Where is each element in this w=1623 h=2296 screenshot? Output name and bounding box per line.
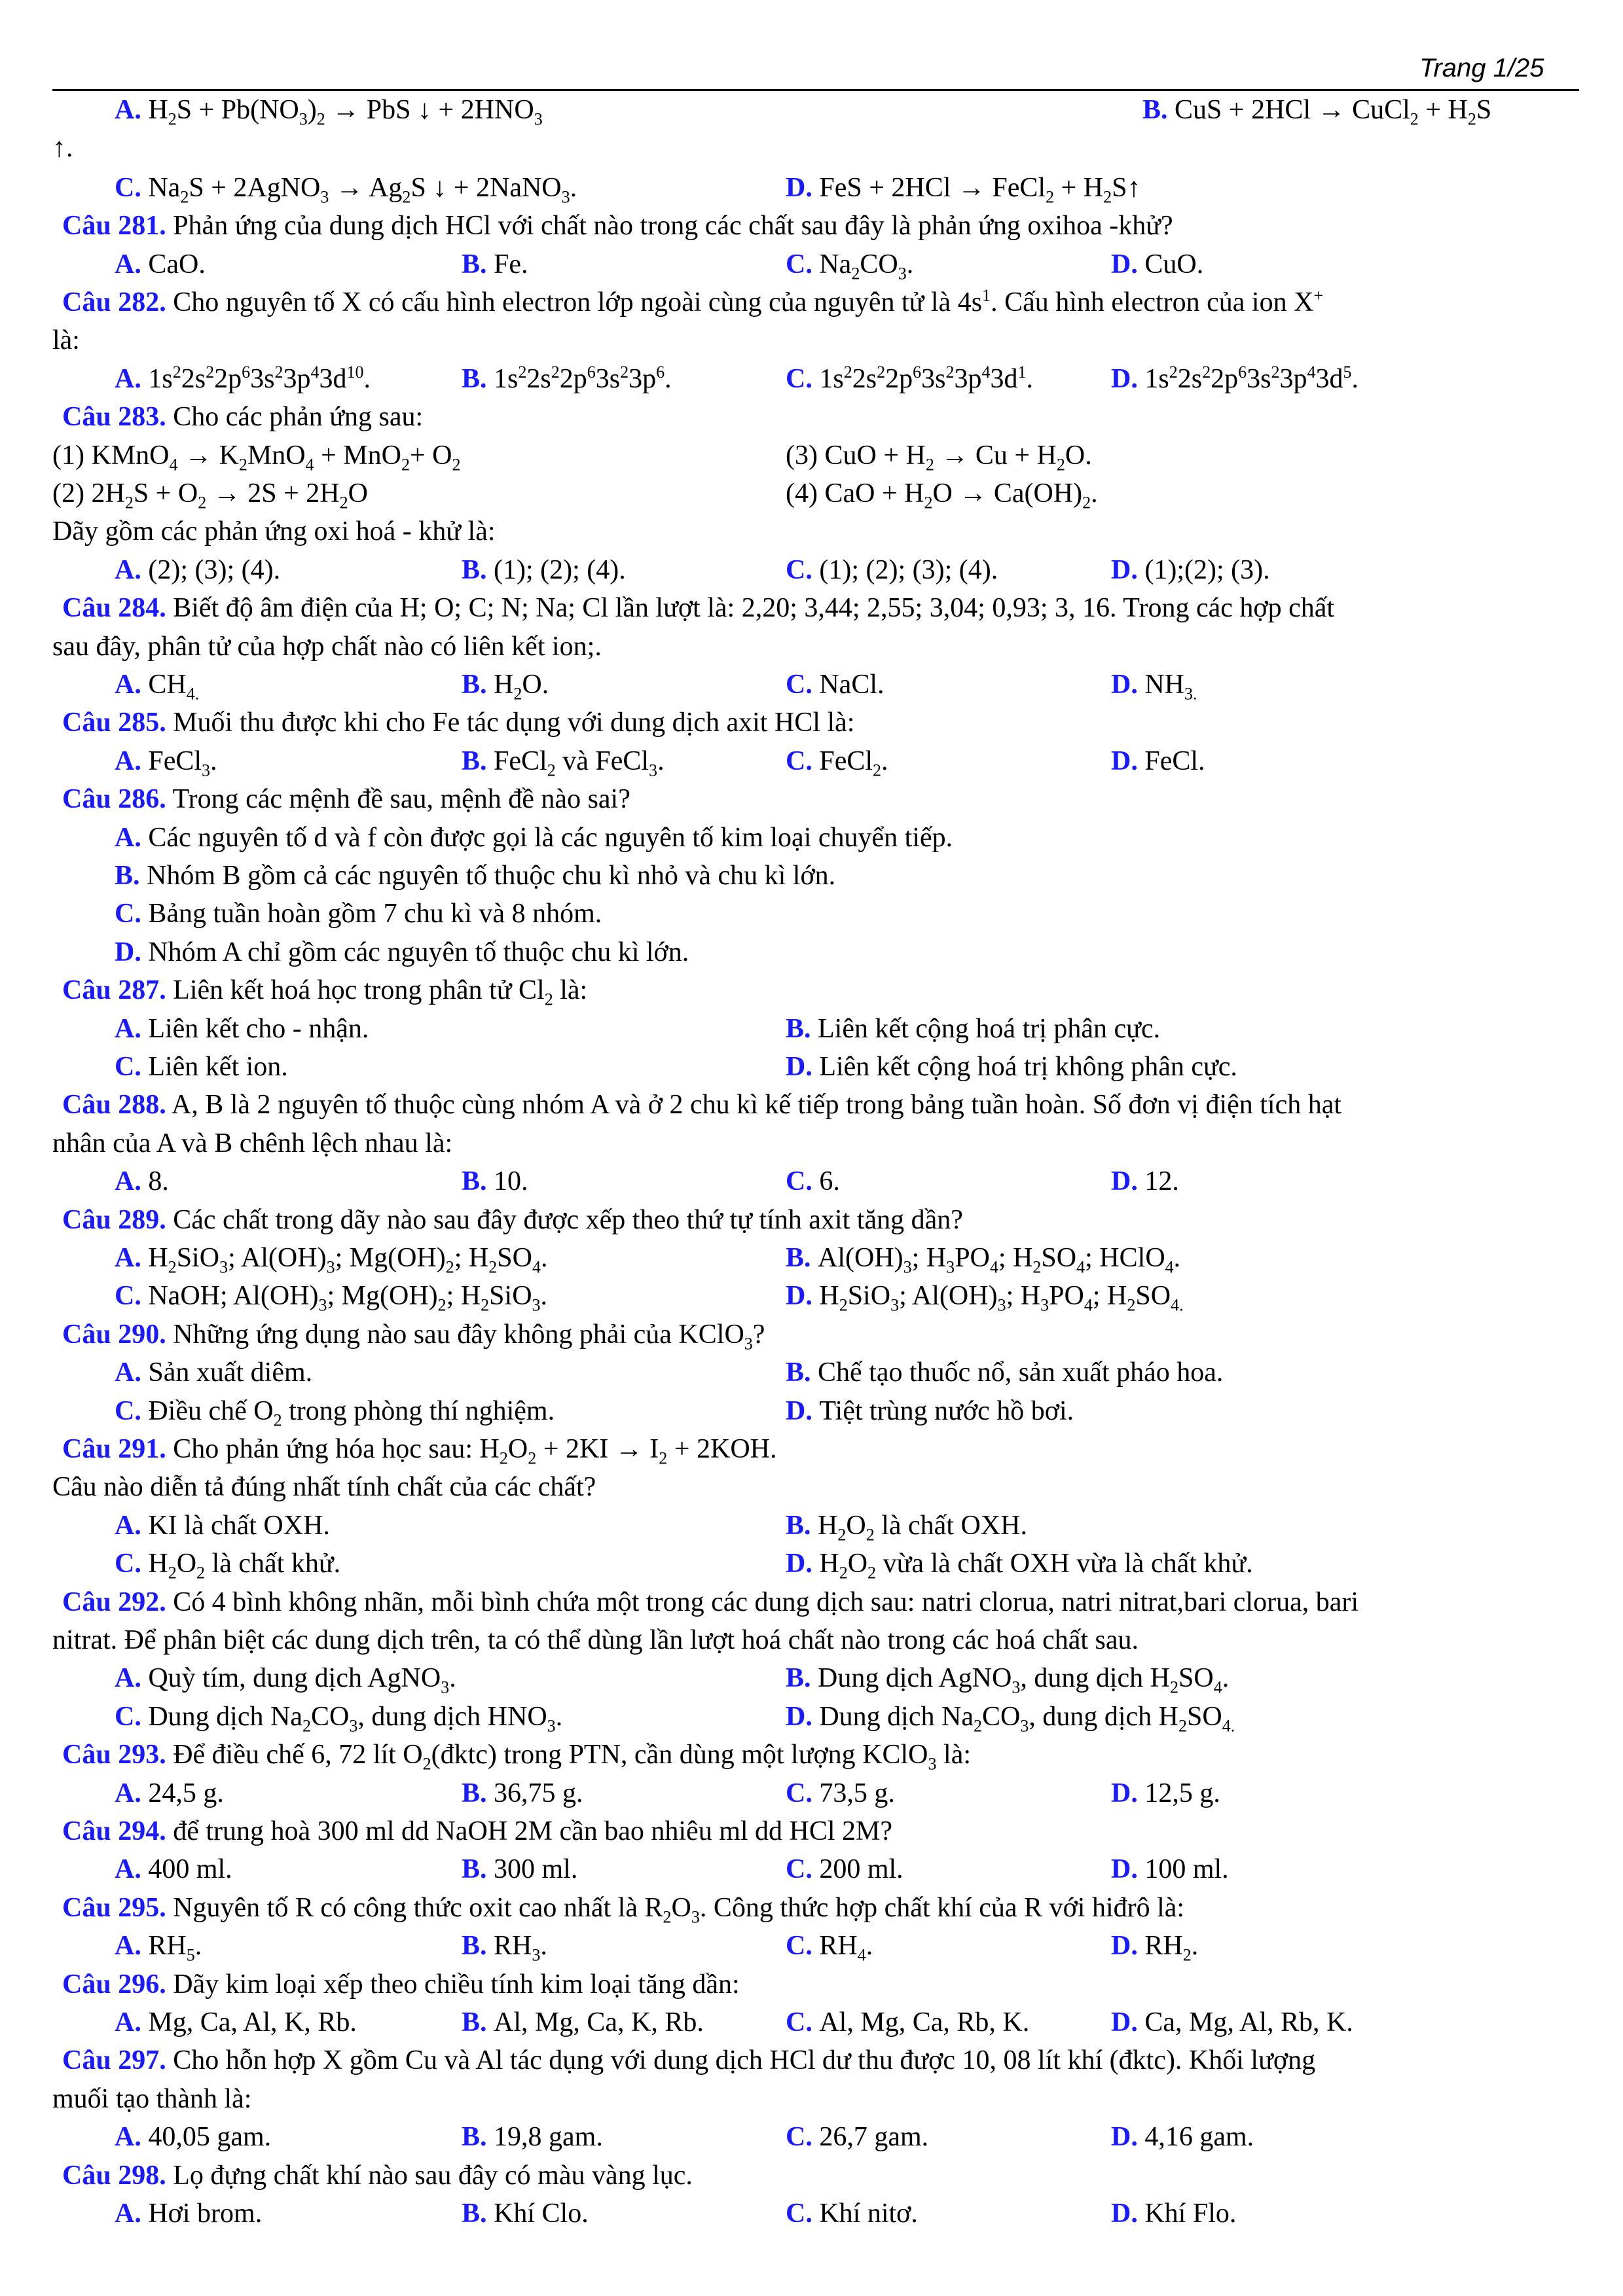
option-a: A. 8. [115, 1166, 169, 1196]
option-a: A. (2); (3); (4). [115, 555, 281, 585]
option-d: D. Dung dịch $Na_2CO_3$, dung dịch $H_2SO_{4.}$ [786, 1702, 1235, 1736]
question-292: Câu 292. Có 4 bình không nhãn, mỗi bình chứa một trong các dung dịch sau: natri clorua, natri nitrat,bari clorua, bari [62, 1587, 1359, 1617]
option-c: C. 200 ml. [786, 1854, 903, 1884]
option-d: D. 12. [1111, 1166, 1179, 1196]
option-a: A. Hơi brom. [115, 2198, 263, 2229]
page-number: Trang 1/25 [1419, 54, 1544, 82]
option-d: D. (1);(2); (3). [1111, 555, 1270, 585]
option-b: B. Dung dịch AgNO$_3$, dung dịch $H_2SO_4$. [786, 1663, 1230, 1697]
reaction-1: (1) KMnO$_4$ → $K_2MnO_4 + MnO_2+ O_2$ [52, 440, 461, 475]
option-b: B. $1s^22s^22p^63s^23p^6$. [462, 363, 672, 394]
option-a: A. $RH_5$. [115, 1931, 202, 1965]
option-a: A. FeCl$_3$. [115, 746, 217, 780]
option-b: B. CuS + 2HCl → CuCl$_2$ + $H_2S$ [1142, 95, 1492, 129]
option-c: C. NaOH; $Al(OH)_3$; $Mg(OH)_2$; $H_2SiO_3$. [115, 1281, 548, 1315]
question-297-continuation: muối tạo thành là: [52, 2084, 252, 2114]
question-282-continuation: là: [52, 325, 80, 355]
option-d: D. 100 ml. [1111, 1854, 1229, 1884]
question-282: Câu 282. Cho nguyên tố X có cấu hình electron lớp ngoài cùng của nguyên tử là $4s^1$. Cấu hình electron của ion X+ [62, 286, 1324, 317]
reaction-2: (2) $2H_2S + O_2 \to 2S + 2H_2O$ [52, 478, 368, 512]
option-b: B. 19,8 gam. [462, 2122, 603, 2152]
question-296: Câu 296. Dãy kim loại xếp theo chiều tính kim loại tăng dần: [62, 1969, 740, 2000]
option-c: C. $H_2O_2$ là chất khử. [115, 1549, 341, 1583]
question-283-stem: Dãy gồm các phản ứng oxi hoá - khử là: [52, 516, 496, 547]
option-b: B. Liên kết cộng hoá trị phân cực. [786, 1014, 1161, 1044]
option-a: A. CaO. [115, 249, 206, 279]
header-rule [52, 89, 1579, 91]
question-294: Câu 294. để trung hoà 300 ml dd NaOH 2M cần bao nhiêu ml dd HCl 2M? [62, 1816, 893, 1846]
option-c: C. FeCl$_2$. [786, 746, 888, 780]
option-d: D. Tiệt trùng nước hồ bơi. [786, 1396, 1074, 1426]
option-b: B. $Al(OH)_3$; $H_3PO_4$; $H_2SO_4$; HClO$_4$. [786, 1243, 1181, 1277]
option-d: D. CuO. [1111, 249, 1204, 279]
option-a: A. Sản xuất diêm. [115, 1357, 313, 1388]
option-d: D. Ca, Mg, Al, Rb, K. [1111, 2007, 1353, 2037]
option-a: A. Các nguyên tố d và f còn được gọi là các nguyên tố kim loại chuyển tiếp. [115, 823, 953, 853]
reaction-4: (4) CaO + $H_2O \to Ca(OH)_2$. [786, 478, 1098, 512]
option-a: A. $1s^22s^22p^63s^23p^43d^{10}$. [115, 363, 371, 394]
question-288: Câu 288. A, B là 2 nguyên tố thuộc cùng nhóm A và ở 2 chu kì kế tiếp trong bảng tuần hoàn. Số đơn vị điện tích hạt [62, 1090, 1342, 1120]
option-a: A. $H_2SiO_3$; $Al(OH)_3$; $Mg(OH)_2$; $H_2SO_4$. [115, 1243, 548, 1277]
option-d: D. $RH_2$. [1111, 1931, 1199, 1965]
option-a: A. 40,05 gam. [115, 2122, 272, 2152]
option-a: A. Liên kết cho - nhận. [115, 1014, 369, 1044]
option-a: A. $H_2S + Pb(NO_3)_2$ → PbS ↓ + $2HNO_3$ [115, 95, 543, 129]
question-290: Câu 290. Những ứng dụng nào sau đây không phải của KClO$_3$? [62, 1319, 765, 1354]
option-d: D. Khí Flo. [1111, 2198, 1237, 2229]
option-c: C. 26,7 gam. [786, 2122, 929, 2152]
question-288-continuation: nhân của A và B chênh lệch nhau là: [52, 1128, 453, 1158]
option-b: B. 300 ml. [462, 1854, 578, 1884]
question-284-continuation: sau đây, phân tử của hợp chất nào có liên kết ion;. [52, 632, 602, 662]
question-289: Câu 289. Các chất trong dãy nào sau đây được xếp theo thứ tự tính axit tăng dần? [62, 1205, 963, 1235]
option-a: A. $CH_{4.}$ [115, 670, 200, 704]
question-291: Câu 291. Cho phản ứng hóa học sau: $H_2O_2 + 2KI \to I_2 + 2KOH$. [62, 1434, 777, 1468]
option-d: D. $NH_{3.}$ [1111, 670, 1197, 704]
option-b: B. Chế tạo thuốc nổ, sản xuất pháo hoa. [786, 1357, 1224, 1388]
option-b: B. Nhóm B gồm cả các nguyên tố thuộc chu kì nhỏ và chu kì lớn. [115, 861, 836, 891]
reaction-3: (3) CuO + $H_2 \to Cu + H_2O$. [786, 440, 1092, 475]
option-c: C. Al, Mg, Ca, Rb, K. [786, 2007, 1030, 2037]
option-b: B. Al, Mg, Ca, K, Rb. [462, 2007, 704, 2037]
question-295: Câu 295. Nguyên tố R có công thức oxit cao nhất là $R_2O_3$. Công thức hợp chất khí của R với hiđrô là: [62, 1893, 1185, 1927]
question-284: Câu 284. Biết độ âm điện của H; O; C; N; Na; Cl lần lượt là: 2,20; 3,44; 2,55; 3,04; 0,93; 3, 16. Trong các hợp chất [62, 593, 1335, 623]
option-d: D. 12,5 g. [1111, 1778, 1220, 1808]
option-c: C. $1s^22s^22p^63s^23p^43d^1$. [786, 363, 1034, 394]
option-b: B. (1); (2); (4). [462, 555, 626, 585]
option-a: A. Quỳ tím, dung dịch AgNO$_3$. [115, 1663, 456, 1697]
option-a: A. KI là chất OXH. [115, 1511, 330, 1541]
question-287: Câu 287. Liên kết hoá học trong phân tử $Cl_2$ là: [62, 975, 588, 1009]
option-d: D. Liên kết cộng hoá trị không phân cực. [786, 1052, 1237, 1082]
option-b-continuation: ↑. [52, 133, 73, 163]
option-c: C. 6. [786, 1166, 840, 1196]
option-c: C. 73,5 g. [786, 1778, 895, 1808]
option-c: C. Dung dịch $Na_2CO_3$, dung dịch $HNO_3$. [115, 1702, 563, 1736]
option-c: C. $Na_2CO_3$. [786, 249, 914, 283]
option-d: D. FeS + 2HCl → FeCl$_2$ + $H_2S↑$ [786, 173, 1141, 207]
option-a: A. 400 ml. [115, 1854, 232, 1884]
option-c: C. Điều chế $O_2$ trong phòng thí nghiệm. [115, 1396, 555, 1430]
option-b: B. $H_2O_2$ là chất OXH. [786, 1511, 1027, 1545]
option-d: D. FeCl. [1111, 746, 1205, 776]
option-b: B. 36,75 g. [462, 1778, 583, 1808]
option-a: A. Mg, Ca, Al, K, Rb. [115, 2007, 357, 2037]
question-293: Câu 293. Để điều chế 6, 72 lít $O_2(đktc)$ trong PTN, cần dùng một lượng KClO$_3$ là: [62, 1740, 972, 1774]
option-a: A. 24,5 g. [115, 1778, 224, 1808]
question-286: Câu 286. Trong các mệnh đề sau, mệnh đề nào sai? [62, 784, 630, 814]
option-b: B. FeCl$_2$ và FeCl$_3$. [462, 746, 665, 780]
option-c: C. Liên kết ion. [115, 1052, 288, 1082]
question-291-stem: Câu nào diễn tả đúng nhất tính chất của các chất? [52, 1472, 596, 1502]
option-d: D. $H_2O_2$ vừa là chất OXH vừa là chất khử. [786, 1549, 1253, 1583]
question-283: Câu 283. Cho các phản ứng sau: [62, 402, 424, 432]
option-d: D. $H_2SiO_3$; $Al(OH)_3$; $H_3PO_4$; $H_2SO_{4.}$ [786, 1281, 1184, 1315]
option-c: C. $RH_4$. [786, 1931, 873, 1965]
option-b: B. 10. [462, 1166, 528, 1196]
option-d: D. $1s^22s^22p^63s^23p^43d^5$. [1111, 363, 1359, 394]
option-c: C. Khí nitơ. [786, 2198, 918, 2229]
option-c: C. $Na_2S$ + 2AgNO$_3$ → $Ag_2S$ ↓ + 2NaNO$_3$. [115, 173, 577, 207]
option-c: C. NaCl. [786, 670, 884, 700]
question-281: Câu 281. Phản ứng của dung dịch HCl với chất nào trong các chất sau đây là phản ứng oxihoa -khử? [62, 211, 1173, 241]
option-b: B. Khí Clo. [462, 2198, 589, 2229]
option-b: B. $RH_3$. [462, 1931, 547, 1965]
option-b: B. Fe. [462, 249, 528, 279]
question-298: Câu 298. Lọ đựng chất khí nào sau đây có màu vàng lục. [62, 2161, 693, 2191]
option-b: B. $H_2O$. [462, 670, 549, 704]
option-d: D. Nhóm A chỉ gồm các nguyên tố thuộc chu kì lớn. [115, 937, 689, 967]
question-292-continuation: nitrat. Để phân biệt các dung dịch trên, ta có thể dùng lần lượt hoá chất nào trong các hoá chất sau. [52, 1625, 1139, 1655]
option-c: C. (1); (2); (3); (4). [786, 555, 998, 585]
option-d: D. 4,16 gam. [1111, 2122, 1254, 2152]
question-285: Câu 285. Muối thu được khi cho Fe tác dụng với dung dịch axit HCl là: [62, 708, 855, 738]
question-297: Câu 297. Cho hỗn hợp X gồm Cu và Al tác dụng với dung dịch HCl dư thu được 10, 08 lít khí (đktc). Khối lượng [62, 2045, 1316, 2075]
option-c: C. Bảng tuần hoàn gồm 7 chu kì và 8 nhóm. [115, 899, 602, 929]
